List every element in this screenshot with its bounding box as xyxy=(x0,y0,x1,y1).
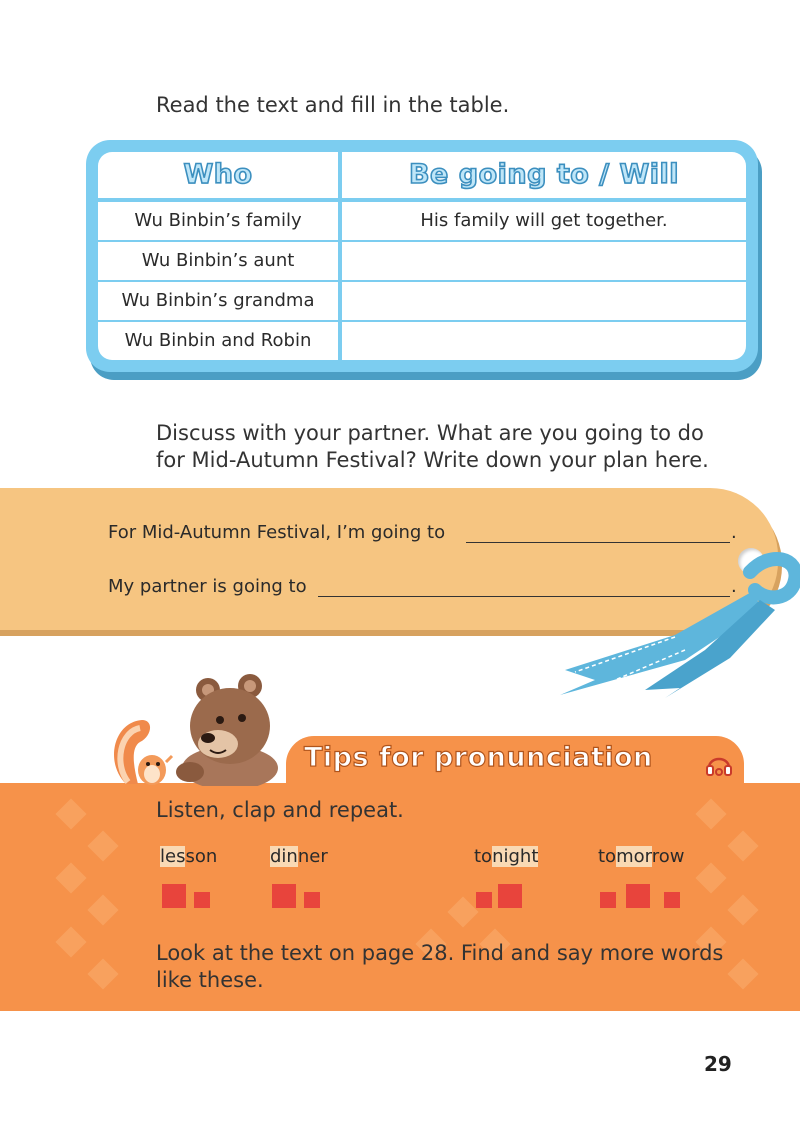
page-number: 29 xyxy=(704,1052,732,1076)
decor-diamond xyxy=(87,894,118,925)
table-header-be-going-to-will: Be going to / Will xyxy=(408,159,680,190)
unstressed-syllable: son xyxy=(185,846,218,867)
stress-square-big xyxy=(272,884,296,908)
decor-diamond xyxy=(87,830,118,861)
unstressed-syllable: row xyxy=(651,846,685,867)
table-instruction: Read the text and fill in the table. xyxy=(156,93,510,117)
stress-square-small xyxy=(304,892,320,908)
word-lesson[interactable] xyxy=(160,846,217,867)
tips-title: Tips for pronunciation xyxy=(304,742,653,773)
stressed-syllable: night xyxy=(492,846,539,867)
fill-in-table xyxy=(98,152,746,360)
decor-diamond xyxy=(727,894,758,925)
stress-square-big xyxy=(626,884,650,908)
stress-square-small xyxy=(664,892,680,908)
decor-diamond xyxy=(447,896,478,927)
table-cell-who: Wu Binbin’s aunt xyxy=(141,250,295,271)
decor-diamond xyxy=(695,862,726,893)
decor-diamond xyxy=(55,926,86,957)
tips-footer-line2: like these. xyxy=(156,968,264,992)
plan-line-1 xyxy=(108,522,445,543)
unstressed-syllable: ner xyxy=(297,846,328,867)
plan-line-2-blank[interactable] xyxy=(318,596,730,597)
squirrel-mascot-icon xyxy=(108,712,174,786)
table-cell-answer[interactable] xyxy=(342,282,746,320)
table-cell-who: Wu Binbin’s grandma xyxy=(121,290,315,311)
stress-square-big xyxy=(498,884,522,908)
decor-diamond xyxy=(727,830,758,861)
stressed-syllable: les xyxy=(160,846,186,867)
table-cell-answer: His family will get together. xyxy=(420,210,668,231)
discuss-instruction xyxy=(156,420,709,474)
plan-line-2-period: . xyxy=(731,576,737,597)
headphones-icon[interactable] xyxy=(704,750,734,780)
decor-diamond xyxy=(727,958,758,989)
decor-diamond xyxy=(55,798,86,829)
decor-diamond xyxy=(87,958,118,989)
plan-line-1-period: . xyxy=(731,522,737,543)
table-header-who: Who xyxy=(183,159,253,190)
tips-instruction: Listen, clap and repeat. xyxy=(156,798,404,822)
unstressed-syllable: to xyxy=(474,846,493,867)
word-tonight[interactable] xyxy=(474,846,538,867)
bear-mascot-icon xyxy=(170,668,290,786)
discuss-instruction-line1: Discuss with your partner. What are you going to do xyxy=(156,421,704,445)
stress-square-small xyxy=(476,892,492,908)
decor-diamond xyxy=(55,862,86,893)
stress-square-small xyxy=(194,892,210,908)
plan-line-1-prefix: For Mid-Autumn Festival, I’m going to xyxy=(108,522,446,543)
plan-line-2-prefix: My partner is going to xyxy=(108,576,307,597)
stressed-syllable: din xyxy=(270,846,298,867)
table-cell-answer[interactable] xyxy=(342,242,746,280)
word-tomorrow[interactable] xyxy=(598,846,684,867)
plan-line-2 xyxy=(108,576,307,597)
tips-footer xyxy=(156,940,723,994)
plan-line-1-blank[interactable] xyxy=(466,542,730,543)
tips-footer-line1: Look at the text on page 28. Find and say more words xyxy=(156,941,724,965)
stress-square-small xyxy=(600,892,616,908)
word-dinner[interactable] xyxy=(270,846,328,867)
decor-diamond xyxy=(695,798,726,829)
table-cell-who: Wu Binbin’s family xyxy=(134,210,302,231)
discuss-instruction-line2: for Mid-Autumn Festival? Write down your plan here. xyxy=(156,448,709,472)
table-cell-who: Wu Binbin and Robin xyxy=(124,330,312,351)
stress-square-big xyxy=(162,884,186,908)
table-cell-answer[interactable] xyxy=(342,322,746,360)
ribbon-icon xyxy=(555,540,800,700)
stressed-syllable: mor xyxy=(616,846,652,867)
unstressed-syllable: to xyxy=(598,846,617,867)
